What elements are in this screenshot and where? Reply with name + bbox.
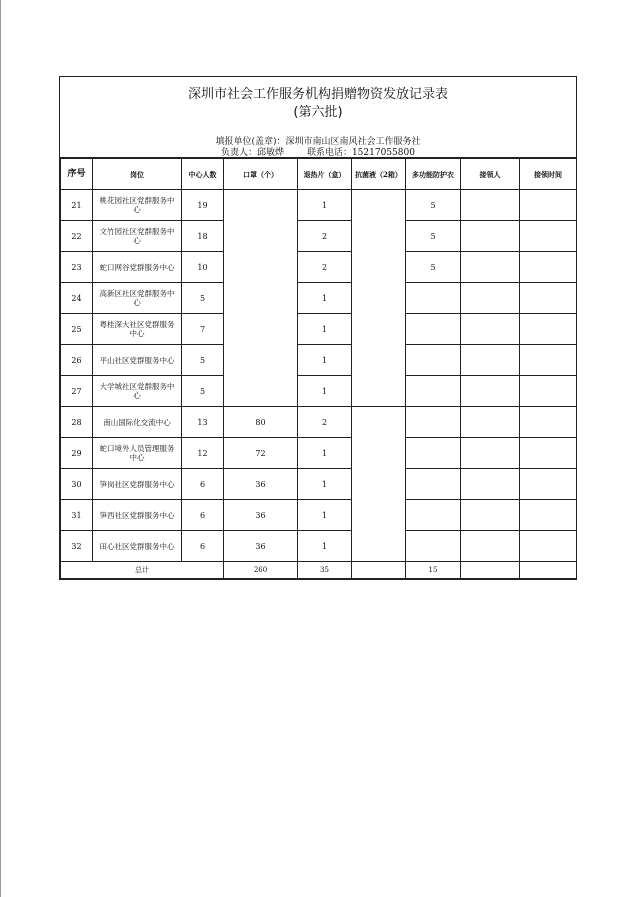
col-seq: 序号 [61,159,93,190]
name-cell: 蛇口网谷党群服务中心 [93,252,182,283]
total-row [61,562,577,579]
fever-cell: 2 [298,407,352,438]
fever-cell: 2 [298,221,352,252]
name-cell: 大学城社区党群服务中心 [93,376,182,407]
name-cell: 粤桂深大社区党群服务中心 [93,314,182,345]
col-protective: 多功能防护衣 [406,159,461,190]
protect-cell [406,531,461,562]
protect-cell [406,376,461,407]
masks-cell: 36 [224,500,298,531]
col-masks: 口罩（个） [224,159,298,190]
total-antibacterial [352,562,406,579]
receive-time-cell [520,376,577,407]
people-cell: 5 [182,376,224,407]
col-receiver: 接领人 [461,159,520,190]
receive-time-cell [520,314,577,345]
people-cell: 5 [182,345,224,376]
fever-cell: 1 [298,376,352,407]
protect-cell [406,283,461,314]
receive-time-cell [520,252,577,283]
contact-line [60,145,576,158]
table-row [61,252,577,283]
table-row [61,376,577,407]
col-antibacterial: 抗菌液（2箱） [352,159,406,190]
receive-time-cell [520,438,577,469]
contact-phone: 联系电话：15217055800 [306,148,415,158]
receiver-cell [461,252,520,283]
receive-time-cell [520,469,577,500]
page-edge-line [0,0,1,897]
people-cell: 7 [182,314,224,345]
fever-cell: 2 [298,252,352,283]
fever-cell: 1 [298,500,352,531]
sheet-subtitle: (第六批) [293,105,343,120]
total-masks: 260 [224,562,298,579]
protect-cell [406,438,461,469]
table-row [61,190,577,221]
receiver-cell [461,190,520,221]
filler-line: 填报单位(盖章)：深圳市南山区南风社会工作服务社 [215,137,421,147]
name-cell: 平山社区党群服务中心 [93,345,182,376]
sheet-header [60,77,576,158]
protect-cell [406,469,461,500]
antibacterial-merged-cell [352,190,406,407]
receive-time-cell [520,283,577,314]
people-cell: 6 [182,469,224,500]
total-receiver [461,562,520,579]
people-cell: 6 [182,531,224,562]
protect-cell [406,345,461,376]
name-cell: 田心社区党群服务中心 [93,531,182,562]
name-cell: 高新区社区党群服务中心 [93,283,182,314]
people-cell: 5 [182,283,224,314]
table-row [61,469,577,500]
fever-cell: 1 [298,531,352,562]
fever-cell: 1 [298,283,352,314]
responsible-person: 负责人：邱敏烨 [221,148,285,158]
name-cell: 笋西社区党群服务中心 [93,500,182,531]
receiver-cell [461,469,520,500]
receive-time-cell [520,345,577,376]
table-row [61,500,577,531]
total-label: 总计 [61,562,224,579]
protect-cell: 5 [406,252,461,283]
protect-cell [406,314,461,345]
total-receive-time [520,562,577,579]
receiver-cell [461,407,520,438]
receiver-cell [461,500,520,531]
receive-time-cell [520,407,577,438]
fever-cell: 1 [298,190,352,221]
name-cell: 笋岗社区党群服务中心 [93,469,182,500]
table-row [61,283,577,314]
antibacterial-merged-cell [352,407,406,562]
name-cell: 文竹园社区党群服务中心 [93,221,182,252]
name-cell: 蛇口境外人员管理服务中心 [93,438,182,469]
col-fever: 退热片（盒） [298,159,352,190]
col-name: 岗位 [93,159,182,190]
masks-merged-cell [224,190,298,407]
seq-cell: 23 [61,252,93,283]
seq-cell: 31 [61,500,93,531]
receiver-cell [461,283,520,314]
fever-cell: 1 [298,314,352,345]
header-row [61,159,577,190]
name-cell: 桃花园社区党群服务中心 [93,190,182,221]
people-cell: 19 [182,190,224,221]
total-protect: 15 [406,562,461,579]
fever-cell: 1 [298,345,352,376]
people-cell: 18 [182,221,224,252]
table-row [61,407,577,438]
table-row [61,221,577,252]
receiver-cell [461,314,520,345]
people-cell: 10 [182,252,224,283]
protect-cell [406,500,461,531]
receive-time-cell [520,190,577,221]
masks-cell: 36 [224,469,298,500]
sheet-title: 深圳市社会工作服务机构捐赠物资发放记录表 [187,87,448,102]
table-row [61,345,577,376]
seq-cell: 24 [61,283,93,314]
table-row [61,531,577,562]
seq-cell: 21 [61,190,93,221]
seq-cell: 29 [61,438,93,469]
seq-cell: 32 [61,531,93,562]
seq-cell: 30 [61,469,93,500]
seq-cell: 27 [61,376,93,407]
protect-cell: 5 [406,221,461,252]
receiver-cell [461,531,520,562]
receiver-cell [461,221,520,252]
people-cell: 12 [182,438,224,469]
record-sheet [59,76,577,580]
col-people: 中心人数 [182,159,224,190]
receiver-cell [461,345,520,376]
receiver-cell [461,438,520,469]
people-cell: 6 [182,500,224,531]
col-receive-time: 接领时间 [520,159,577,190]
people-cell: 13 [182,407,224,438]
receiver-cell [461,376,520,407]
total-fever: 35 [298,562,352,579]
receive-time-cell [520,531,577,562]
receive-time-cell [520,500,577,531]
name-cell: 南山国际化交流中心 [93,407,182,438]
masks-cell: 80 [224,407,298,438]
fever-cell: 1 [298,469,352,500]
table-row [61,438,577,469]
fever-cell: 1 [298,438,352,469]
masks-cell: 36 [224,531,298,562]
seq-cell: 28 [61,407,93,438]
seq-cell: 22 [61,221,93,252]
protect-cell [406,407,461,438]
masks-cell: 72 [224,438,298,469]
distribution-table [60,158,577,579]
seq-cell: 25 [61,314,93,345]
table-row [61,314,577,345]
seq-cell: 26 [61,345,93,376]
receive-time-cell [520,221,577,252]
protect-cell: 5 [406,190,461,221]
